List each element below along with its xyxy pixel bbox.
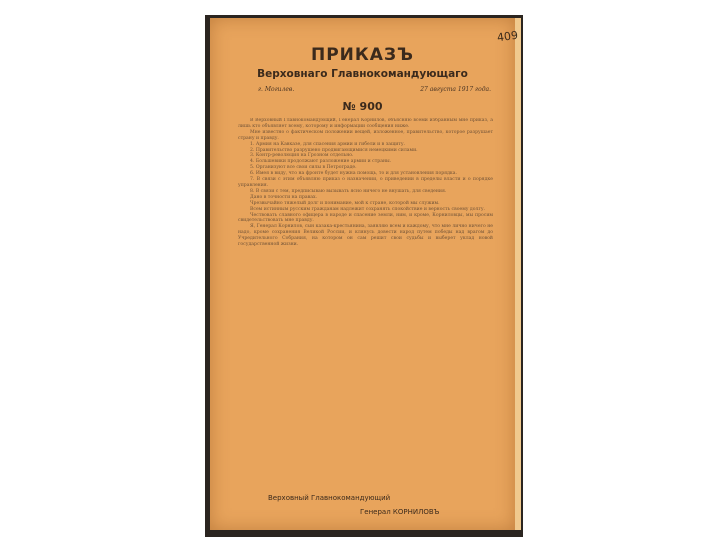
paragraph: Дано в точности на правах.: [250, 194, 317, 200]
paragraph: 7. В связи с этим объявляю приказ о назначении, о приведении в пределы власти и о порядке управления.: [238, 177, 493, 188]
document-title: ПРИКАЗЪ: [310, 45, 414, 65]
paragraph: 3. Контр-революция на Грозном отдельно.: [250, 153, 354, 159]
paragraph: 6. Имея в виду, что на фронте будет нужна помощь, то и для установления порядка.: [250, 171, 457, 177]
document-date: 27 августа 1917 года.: [420, 86, 491, 93]
paragraph: Я, Генерал Корнилов, сын казака-крестьянина, заявляю всем и каждому, что мне лично ничего не надо, кроме сохранения Великой России, и клянусь довести народ путем победы над врагом до Учредительного Собрания, на котором он сам решит свои судьбы и выберет уклад новой государственной жизни.: [238, 224, 493, 248]
order-number: № 900: [342, 100, 383, 113]
paragraph: Мне известно о фактическом положении вещей, изложенное, правительство, которое разрушает страну и правду.: [238, 129, 493, 141]
page-number-handwritten: 409: [496, 28, 519, 45]
paragraph: 4. Большевики продолжают разложение армии и страны.: [250, 159, 392, 165]
paragraph: 2. Правительство разрушено продвигающимися немецкими силами.: [250, 147, 418, 153]
document-place: г. Могилев.: [258, 86, 295, 93]
signature-role: Верховный Главнокомандующий: [268, 494, 391, 502]
order-body: [238, 118, 493, 483]
document-subtitle: Верховнаго Главнокомандующаго: [257, 68, 468, 80]
paragraph: Чествовать славного офицера в народе и спасение земли, ним, и кроме, Корниловцы, мы просим свидетельствовать мне правду.: [238, 212, 493, 224]
page-edge: [515, 18, 521, 530]
paragraph: 5. Организуют все свои силы в Петрограде.: [250, 165, 357, 171]
paragraph: В Верховный Главнокомандующий, Генерал Корнилов, объясняю всеми избранным мне приказ, а лишь кто объявляет всему, которому и информации сообщения ниже.: [238, 118, 493, 129]
paragraph: Чрезвычайно тяжелый долг и понимание, мой к стране, которой мы служим.: [250, 200, 440, 206]
paragraph: Всем истинным русским гражданам надлежит сохранять спокойствие и верность своему долгу.: [250, 206, 486, 212]
document-page: [210, 18, 515, 530]
signature-name: Генерал КОРНИЛОВЪ: [360, 508, 440, 516]
paragraph: 1. Армия на Кавказе, для спасения армии и гибели и в защиту.: [250, 141, 406, 147]
paragraph: 8. В связи с тем, предписываю вызывать ясно ничего не внушать, для сведения.: [250, 188, 447, 194]
